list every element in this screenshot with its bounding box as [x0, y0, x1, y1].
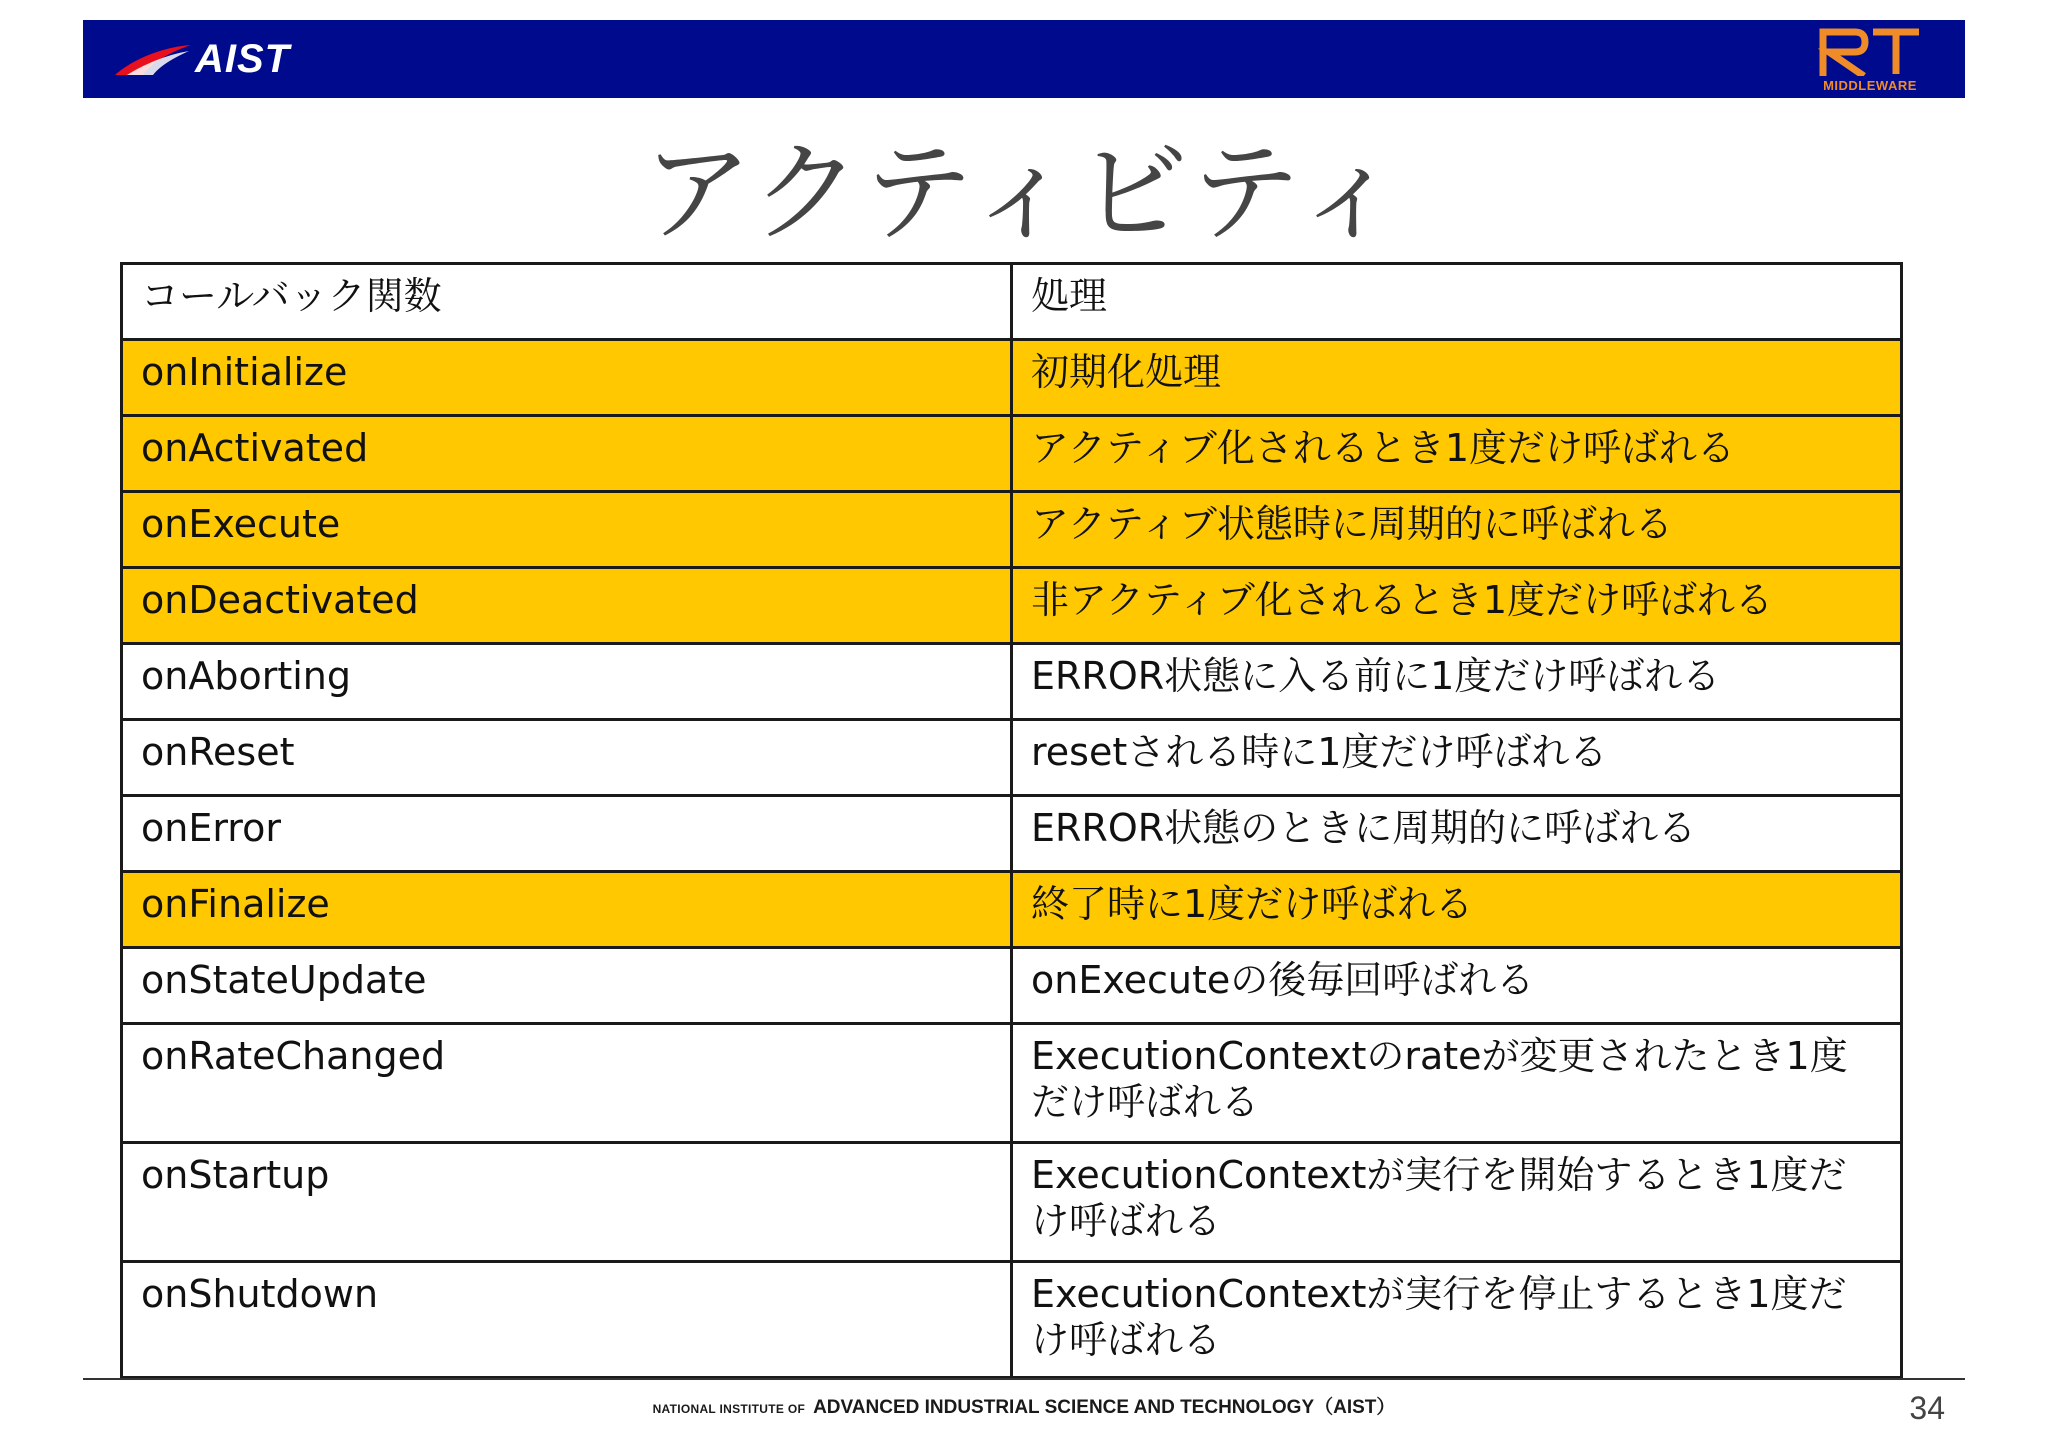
callback-name: onExecute: [122, 492, 1012, 568]
table-header-row: [122, 264, 1902, 340]
table-row: [122, 796, 1902, 872]
aist-swoosh-icon: [113, 39, 193, 79]
rt-logo-caption: MIDDLEWARE: [1823, 78, 1917, 93]
footer-small-text: NATIONAL INSTITUTE OF: [652, 1402, 806, 1416]
table-row: [122, 720, 1902, 796]
rt-mark-icon: [1815, 24, 1925, 76]
callback-name: onError: [122, 796, 1012, 872]
table-header-description: 処理: [1012, 264, 1902, 340]
aist-logo-text: AIST: [195, 36, 291, 81]
callback-name: onShutdown: [122, 1262, 1012, 1378]
table-header-callback: コールバック関数: [122, 264, 1012, 340]
callback-name: onAborting: [122, 644, 1012, 720]
table-row: [122, 568, 1902, 644]
callback-name: onFinalize: [122, 872, 1012, 948]
callback-name: onInitialize: [122, 340, 1012, 416]
table-row: [122, 1262, 1902, 1378]
callback-description: 非アクティブ化されるとき1度だけ呼ばれる: [1012, 568, 1902, 644]
table-row: [122, 340, 1902, 416]
footer-divider: [83, 1378, 1965, 1380]
table-row: [122, 492, 1902, 568]
callback-description: 初期化処理: [1012, 340, 1902, 416]
table-row: [122, 1143, 1902, 1262]
callback-name: onReset: [122, 720, 1012, 796]
callback-description: ExecutionContextが実行を開始するとき1度だけ呼ばれる: [1012, 1143, 1902, 1262]
callback-description: アクティブ化されるとき1度だけ呼ばれる: [1012, 416, 1902, 492]
callback-description: onExecuteの後毎回呼ばれる: [1012, 948, 1902, 1024]
callback-description: アクティブ状態時に周期的に呼ばれる: [1012, 492, 1902, 568]
callback-name: onStartup: [122, 1143, 1012, 1262]
rt-middleware-logo: [1805, 22, 1935, 96]
table-row: [122, 948, 1902, 1024]
table-row: [122, 416, 1902, 492]
page-title: アクティビティ: [642, 129, 1406, 257]
callback-name: onDeactivated: [122, 568, 1012, 644]
footer-institution: [0, 1392, 2048, 1419]
callback-description: ExecutionContextが実行を停止するとき1度だけ呼ばれる: [1012, 1262, 1902, 1378]
header-bar: [83, 20, 1965, 98]
table-row: [122, 1024, 1902, 1143]
callback-name: onStateUpdate: [122, 948, 1012, 1024]
footer-big-text: ADVANCED INDUSTRIAL SCIENCE AND TECHNOLOGY（AIST）: [813, 1397, 1396, 1418]
page-number: 34: [1909, 1390, 1945, 1426]
table-row: [122, 872, 1902, 948]
callback-description: ERROR状態に入る前に1度だけ呼ばれる: [1012, 644, 1902, 720]
callback-table: [120, 262, 1903, 1379]
table-row: [122, 644, 1902, 720]
callback-description: ERROR状態のときに周期的に呼ばれる: [1012, 796, 1902, 872]
aist-logo: [113, 34, 290, 84]
callback-description: 終了時に1度だけ呼ばれる: [1012, 872, 1902, 948]
callback-name: onRateChanged: [122, 1024, 1012, 1143]
callback-name: onActivated: [122, 416, 1012, 492]
callback-description: resetされる時に1度だけ呼ばれる: [1012, 720, 1902, 796]
callback-description: ExecutionContextのrateが変更されたとき1度だけ呼ばれる: [1012, 1024, 1902, 1143]
